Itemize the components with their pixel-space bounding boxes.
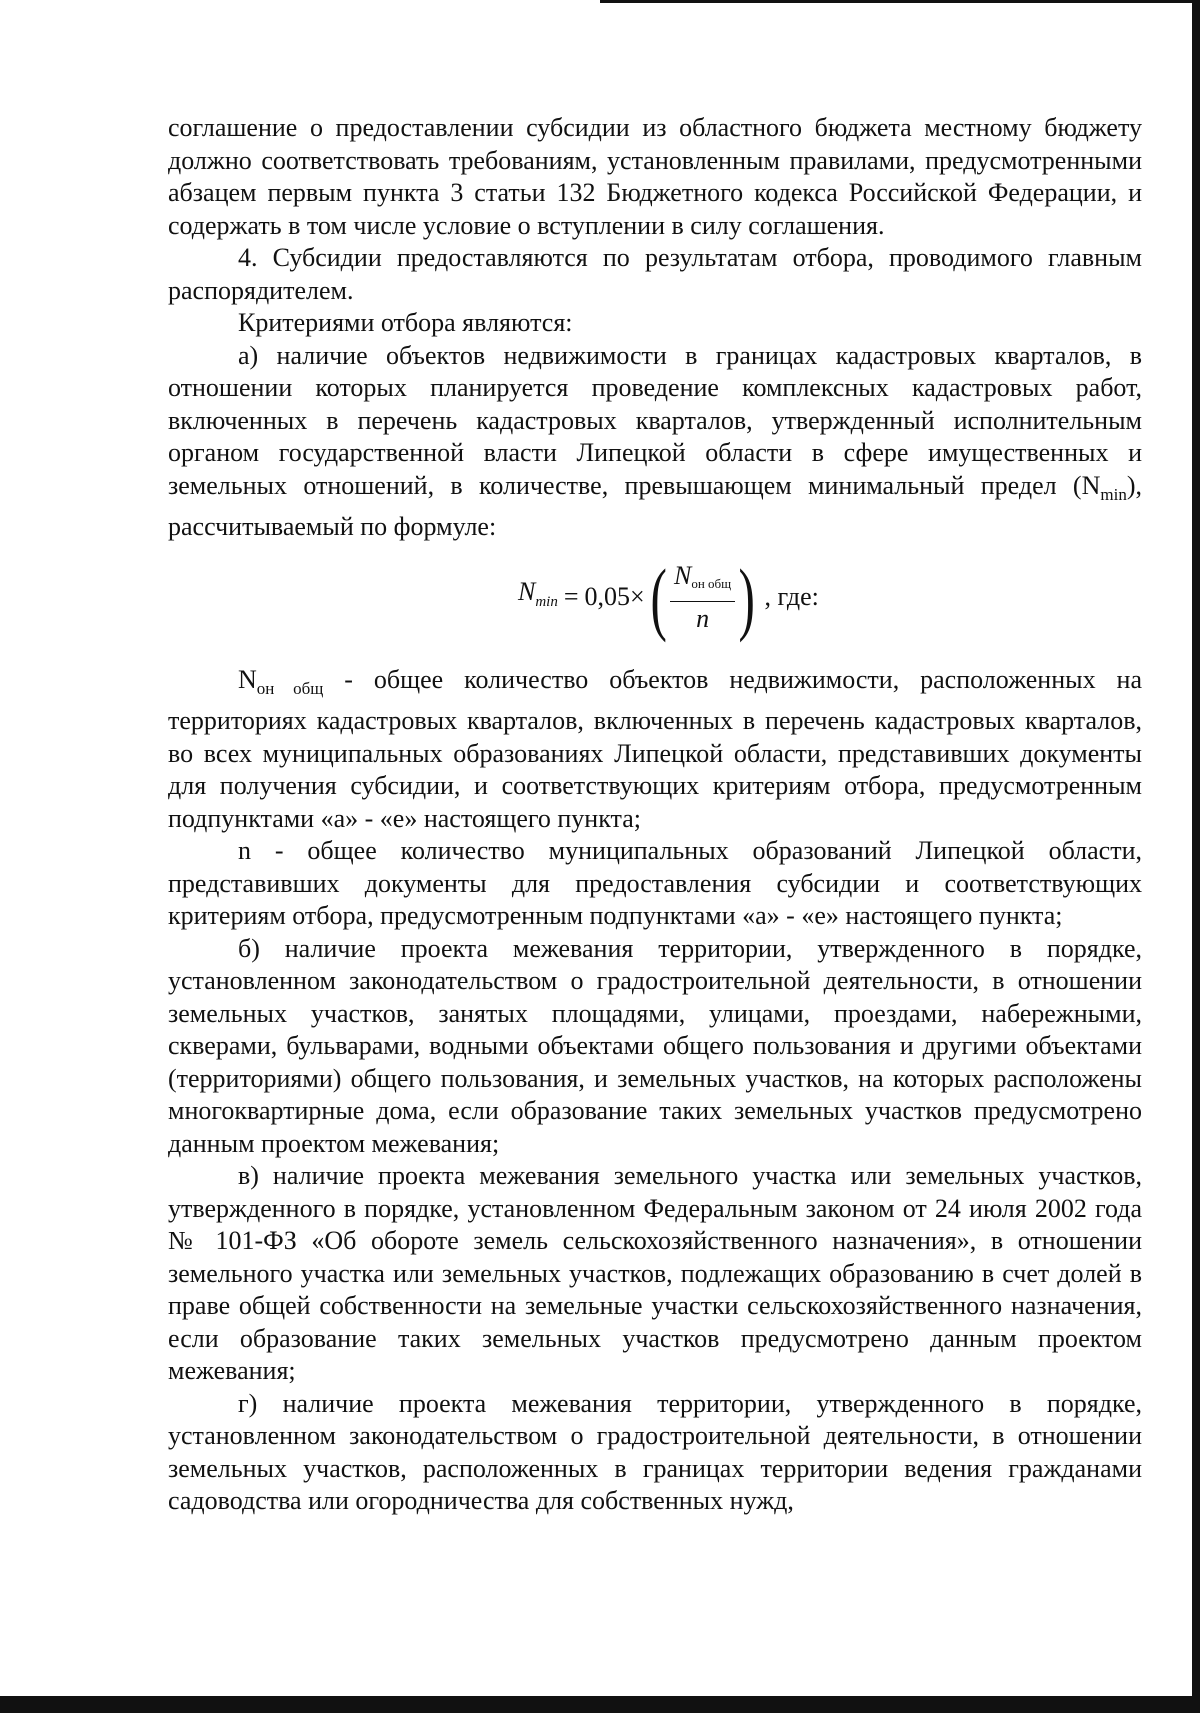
formula-numerator-sub: он общ bbox=[691, 576, 732, 591]
definition-n-total-sub: он общ bbox=[256, 678, 324, 698]
formula-lhs-var: N bbox=[518, 577, 536, 607]
formula-lhs bbox=[518, 576, 558, 619]
formula-equals: = bbox=[563, 582, 579, 612]
definition-n: n - общее количество муниципальных образований Липецкой области, представивших документы для предоставления субсидии и соответствующих критериям отбора, предусмотренным подпунктами «а» - «е» настоящего пункта; bbox=[168, 836, 1142, 930]
formula-nmin bbox=[168, 551, 1142, 643]
formula-tail: , где: bbox=[764, 582, 819, 612]
criterion-v: в) наличие проекта межевания земельного участка или земельных участков, утвержденного в порядке, установленном Федеральным законом от 24 июля 2002 года № 101-ФЗ «Об обороте земель сельскохозяйственного назначения», в отношении земельного участка или земельных участков, подлежащих образованию в счет долей в праве общей собственности на земельные участки сельскохозяйственного назначения, если образование таких земельных участков предусмотрено данным проектом межевания; bbox=[168, 1161, 1142, 1385]
criterion-g: г) наличие проекта межевания территории, утвержденного в порядке, установленном законодательством о градостроительной деятельности, в отношении земельных участков, расположенных в границах территории ведения гражданами садоводства или огородничества для собственных нужд, bbox=[168, 1388, 1142, 1515]
scan-edge-right bbox=[1192, 0, 1200, 1713]
paragraph-criteria-intro: Критериями отбора являются: bbox=[238, 308, 573, 337]
formula-fraction bbox=[670, 561, 735, 634]
formula-coefficient: 0,05× bbox=[584, 582, 645, 612]
paragraph-item-4: 4. Субсидии предоставляются по результатам отбора, проводимого главным распорядителем. bbox=[168, 243, 1142, 305]
scan-edge-top bbox=[600, 0, 1200, 3]
criterion-a-text: а) наличие объектов недвижимости в границах кадастровых кварталов, в отношении которых планируется проведение комплексных кадастровых работ, включенных в перечень кадастровых кварталов, утвержденный исполнительным органом государственной власти Липецкой области в сфере имущественных и земельных отношений, в количестве, превышающем минимальный предел (N bbox=[168, 340, 1142, 500]
formula-open-paren: ( bbox=[650, 551, 667, 643]
definition-n-total bbox=[168, 664, 1142, 836]
formula-close-paren: ) bbox=[738, 551, 756, 643]
formula-denominator: n bbox=[696, 604, 710, 633]
formula-numerator-var: N bbox=[674, 561, 692, 590]
formula-numerator bbox=[670, 561, 735, 602]
definition-n-total-text: - общее количество объектов недвижимости, расположенных на территориях кадастровых кварталов, включенных в перечень кадастровых кварталов, во всех муниципальных образованиях Липецкой области, представивших документы для получения субсидии, и соответствующих критериям отбора, предусмотренным подпунктами «а» - «е» настоящего пункта; bbox=[168, 664, 1142, 833]
paragraph-agreement: соглашение о предоставлении субсидии из областного бюджета местному бюджету должно соответствовать требованиям, установленным правилами, предусмотренными абзацем первым пункта 3 статьи 132 Бюджетного кодекса Российской Федерации, и содержать в том числе условие о вступлении в силу соглашения. bbox=[168, 113, 1142, 240]
formula-lhs-sub: min bbox=[535, 594, 558, 611]
document-page bbox=[168, 112, 1142, 1518]
definition-n-total-var: N bbox=[238, 664, 257, 694]
criterion-a-subscript: min bbox=[1100, 484, 1127, 504]
formula-expression bbox=[518, 551, 819, 643]
criterion-b: б) наличие проекта межевания территории, утвержденного в порядке, установленном законодательством о градостроительной деятельности, в отношении земельных участков, занятых площадями, улицами, проездами, набережными, скверами, бульварами, водными объектами общего пользования и другими объектами (территориями) общего пользования, и земельных участков, на которых расположены многоквартирные дома, если образование таких земельных участков предусмотрено данным проектом межевания; bbox=[168, 933, 1142, 1158]
scan-edge-bottom bbox=[0, 1696, 1200, 1713]
criterion-a bbox=[168, 340, 1142, 544]
criterion-a-text-end: ), рассчитываемый по формуле: bbox=[168, 470, 1142, 541]
